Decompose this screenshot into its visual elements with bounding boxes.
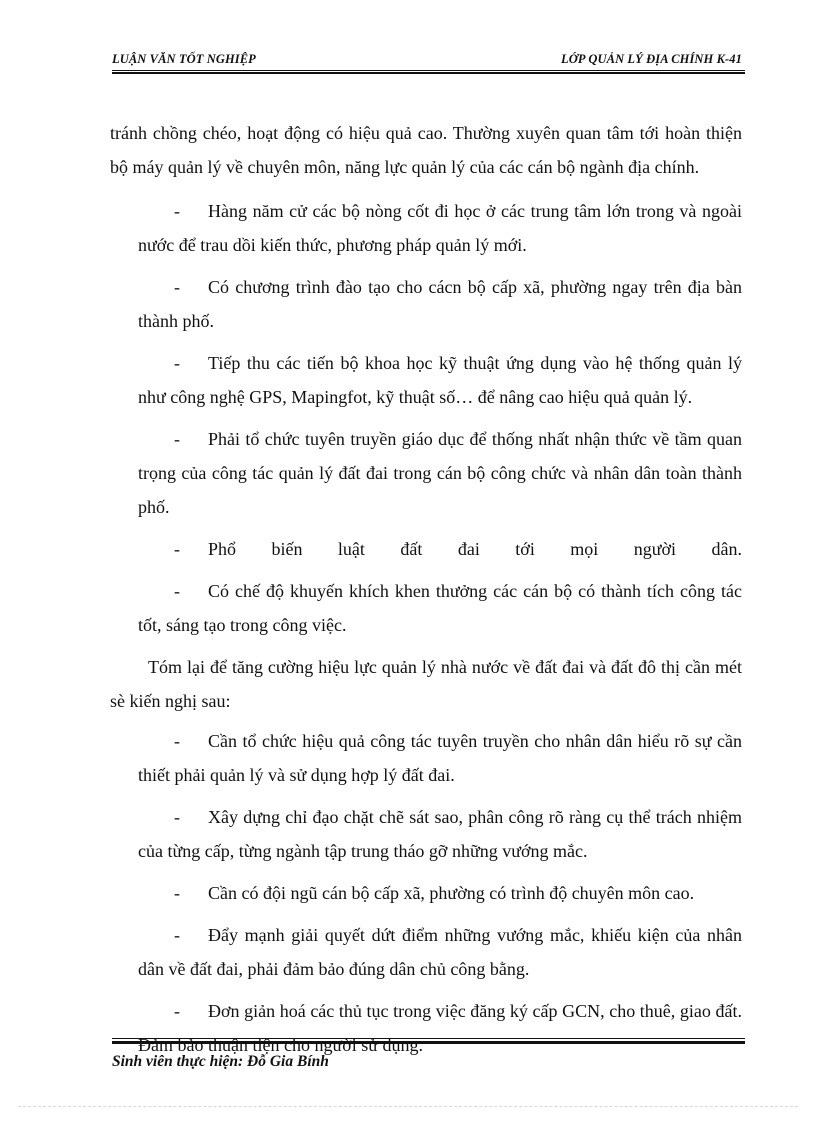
bullet-dash: - (174, 539, 180, 559)
list-item (110, 800, 742, 868)
page-boundary (18, 1106, 798, 1107)
list-item-text: Có chương trình đào tạo cho cácn bộ cấp xã, phường ngay trên địa bàn thành phố. (138, 277, 742, 331)
bullet-dash: - (174, 883, 180, 903)
list-item-text: Tiếp thu các tiến bộ khoa học kỹ thuật ứng dụng vào hệ thống quản lý như công nghệ GPS, Mapingfot, kỹ thuật số… để nâng cao hiệu quả quản lý. (138, 353, 742, 407)
bullet-dash: - (174, 807, 180, 827)
header-divider (112, 70, 745, 74)
list-item-text: Cần có đội ngũ cán bộ cấp xã, phường có trình độ chuyên môn cao. (208, 883, 695, 903)
paragraph-continuation: tránh chồng chéo, hoạt động có hiệu quả cao. Thường xuyên quan tâm tới hoàn thiện bộ máy quản lý về chuyên môn, năng lực quản lý của các cán bộ ngành địa chính. (110, 123, 742, 177)
page-header (112, 52, 742, 72)
document-body (110, 116, 742, 1070)
bullet-dash: - (174, 201, 180, 221)
footer-student: Sinh viên thực hiện: Đỗ Gia Bính (112, 1053, 329, 1070)
list-item (110, 270, 742, 338)
header-class-name: LỚP QUẢN LÝ ĐỊA CHÍNH K-41 (561, 52, 742, 66)
list-item-text: Cần tổ chức hiệu quả công tác tuyên truyền cho nhân dân hiểu rõ sự cần thiết phải quản lý và sử dụng hợp lý đất đai. (138, 731, 742, 785)
list-item-text: Có chế độ khuyến khích khen thưởng các cán bộ có thành tích công tác tốt, sáng tạo trong công việc. (138, 581, 742, 635)
list-item-text: Hàng năm cử các bộ nòng cốt đi học ở các trung tâm lớn trong và ngoài nước để trau dồi kiến thức, phương pháp quản lý mới. (138, 201, 742, 255)
list-item (110, 194, 742, 262)
list-item (110, 346, 742, 414)
bullet-dash: - (174, 429, 180, 449)
bullet-dash: - (174, 1001, 180, 1021)
list-item-text: Phải tổ chức tuyên truyền giáo dục để thống nhất nhận thức về tầm quan trọng của công tác quản lý đất đai trong cán bộ công chức và nhân dân toàn thành phố. (138, 429, 742, 517)
list-item (110, 724, 742, 792)
bullet-dash: - (174, 277, 180, 297)
list-item-text: Đẩy mạnh giải quyết dứt điểm những vướng mắc, khiếu kiện của nhân dân về đất đai, phải đảm bảo đúng dân chủ công bằng. (138, 925, 742, 979)
bullet-dash: - (174, 581, 180, 601)
summary-paragraph: Tóm lại để tăng cường hiệu lực quản lý nhà nước về đất đai và đất đô thị cần mét sè kiến nghị sau: (110, 657, 742, 711)
bullet-dash: - (174, 353, 180, 373)
list-item-text: Đơn giản hoá các thủ tục trong việc đăng ký cấp GCN, cho thuê, giao đất. Đảm bảo thuận tiện cho người sử dụng. (138, 1001, 742, 1055)
list-item-text: Xây dựng chỉ đạo chặt chẽ sát sao, phân công rõ ràng cụ thể trách nhiệm của từng cấp, từng ngành tập trung tháo gỡ những vướng mắc. (138, 807, 742, 861)
list-item (110, 994, 742, 1062)
list-item (110, 574, 742, 642)
list-item (110, 876, 742, 910)
list-item (110, 422, 742, 524)
list-item (110, 918, 742, 986)
header-thesis-title: LUẬN VĂN TỐT NGHIỆP (112, 52, 256, 66)
bullet-dash: - (174, 925, 180, 945)
list-item-text: Phổ biến luật đất đai tới mọi người dân. (208, 539, 742, 559)
footer-divider (112, 1038, 745, 1044)
bullet-dash: - (174, 731, 180, 751)
list-item (110, 532, 742, 566)
